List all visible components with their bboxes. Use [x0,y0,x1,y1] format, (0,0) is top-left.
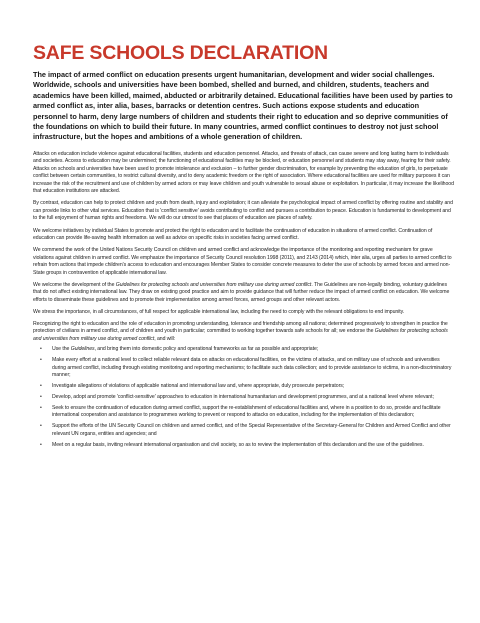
list-item [40,357,454,380]
paragraph-endorsement [33,321,454,344]
list-item-text: Meet on a regular basis, inviting relevant international organisation and civil society, so as to review the implementation of this declaration and the use of the guidelines. [52,441,424,448]
guidelines-title-italic: Guidelines for protecting schools and universities from military use during armed conflict [115,281,312,288]
list-item [40,441,454,450]
list-item-text: Investigate allegations of violations of applicable national and international law and, where appropriate, duly prosecute perpetrators; [52,383,345,390]
page-title: SAFE SCHOOLS DECLARATION [33,42,328,64]
list-item [40,423,454,438]
list-item-text-after: , and bring them into domestic policy and operational frameworks as far as possible and appropriate; [94,346,319,353]
paragraph-endorsement-text-after: , and will: [154,335,176,342]
list-item-text: Support the efforts of the UN Security Council on children and armed conflict, and of the Special Representative of the Secretary-General for Children and Armed Conflict and other relevant UN organs, entities and agencies; and [52,423,451,437]
bullet-icon: • [40,423,42,430]
list-item [40,346,454,354]
list-item [40,404,454,420]
endorsement-guidelines-italic: Guidelines for protecting schools and universities from military use during armed conflict [33,328,448,342]
paragraph-guidelines-text-after: . The Guidelines are non-legally binding, voluntary guidelines that do not affect existing international law. They draw on existing good practice and aim to provide guidance that will further reduce the impact of armed conflict on education. We welcome efforts to disseminate these guidelines and to promote their implementation among armed forces, armed groups and other relevant actors. [33,281,450,303]
list-item [40,383,454,391]
paragraph-initiatives: We welcome initiatives by individual States to promote and protect the right to education and to facilitate the continuation of education in situations of armed conflict. Continuation of education can provide life-saving health information as well as advice on specific risks in societies facing armed conflict. [33,227,433,242]
paragraph-endorsement-text-before: Recognizing the right to education and the role of education in promoting understanding, tolerance and friendship among all nations; determined progressively to strengthen in practice the protection of civilians in armed conflict, and of children and youth in particular; committed to working together towards safe schools for all; we endorse the [33,320,448,335]
bullet-icon: • [40,394,42,401]
paragraph-guidelines-text-before: We welcome the development of the [33,281,116,288]
list-item [40,394,454,402]
bullet-icon: • [40,383,42,390]
list-item-text-before: Use the [52,346,71,353]
list-item-italic: Guidelines [70,346,95,353]
bullet-icon: • [40,357,42,364]
list-item-text: Make every effort at a national level to collect reliable relevant data on attacks on educational facilities, on the victims of attacks, and on military use of schools and universities during armed conflict, including through existing monitoring and reporting mechanisms; to facilitate such data collection; and to provide assistance to victims, in a non-discriminatory manner; [52,357,452,379]
list-item-text: Seek to ensure the continuation of education during armed conflict, support the re-establishment of educational facilities and, where in a position to do so, provide and facilitate international cooperation and assistance to programmes working to prevent or respond to attacks on education, including for the implementation of this declaration; [52,404,441,419]
paragraph-guidelines [33,282,454,305]
list-item-text: Develop, adopt and promote 'conflict-sensitive' approaches to education in international humanitarian and development programmes, and at a national level where relevant; [52,394,434,401]
bullet-icon: • [40,441,42,448]
paragraph-security-council: We commend the work of the United Nations Security Council on children and armed conflict and acknowledge the importance of the monitoring and reporting mechanism for grave violations against children in armed conflict. We emphasize the importance of Security Council resolution 1998 (2011), and 2143 (2014) which, inter alia, urges all parties to armed conflict to refrain from actions that impede children's access to education and encourages Member States to consider concrete measures to deter the use of schools by armed forces and armed non-State groups in contravention of applicable international law. [33,247,452,276]
paragraph-attacks: Attacks on education include violence against educational facilities, students and education personnel. Attacks, and threats of attack, can cause severe and long lasting harm to individuals and societies. Access to education may be undermined; the functioning of educational facilities may be blocked, or education personnel and students may stay away, fearing for their safety. Attacks on schools and universities have been used to promote intolerance and exclusion – to further gender discrimination, for example by preventing the education of girls, to perpetuate conflict between certain communities, to restrict cultural diversity, and to deny academic freedom or the right of association. Where educational facilities are used for military purposes it can increase the risk of the recruitment and use of children by armed actors or may leave children and youth vulnerable to sexual abuse or exploitation. In particular, it may increase the likelihood that education institutions are attacked. [33,150,454,195]
commitments-list [33,346,454,449]
lead-paragraph: The impact of armed conflict on education presents urgent humanitarian, development and wider social challenges. Worldwide, schools and universities have been bombed, shelled and burned, and children, students, teachers and academics have been killed, maimed, abducted or arbitrarily detained. Educational facilities have been used by parties to armed conflict as, inter alia, bases, barracks or detention centres. Such actions expose students and education personnel to harm, deny large numbers of children and students their right to education and so deprive communities of the foundations on which to build their future. In many countries, armed conflict continues to destroy not just school infrastructure, but the hopes and ambitions of a whole generation of children. [33,70,453,142]
bullet-icon: • [40,346,42,353]
paragraph-international-law: We stress the importance, in all circumstances, of full respect for applicable international law, including the need to comply with the relevant obligations to end impunity. [33,308,405,315]
bullet-icon: • [40,404,42,411]
paragraph-protection: By contrast, education can help to protect children and youth from death, injury and exploitation; it can alleviate the psychological impact of armed conflict by offering routine and stability and can provide links to other vital services. Education that is 'conflict sensitive' avoids contributing to conflict and pursues a contribution to peace. Education is fundamental to development and to the full enjoyment of human rights and freedoms. We will do our utmost to see that places of education are places of safety. [33,200,453,222]
